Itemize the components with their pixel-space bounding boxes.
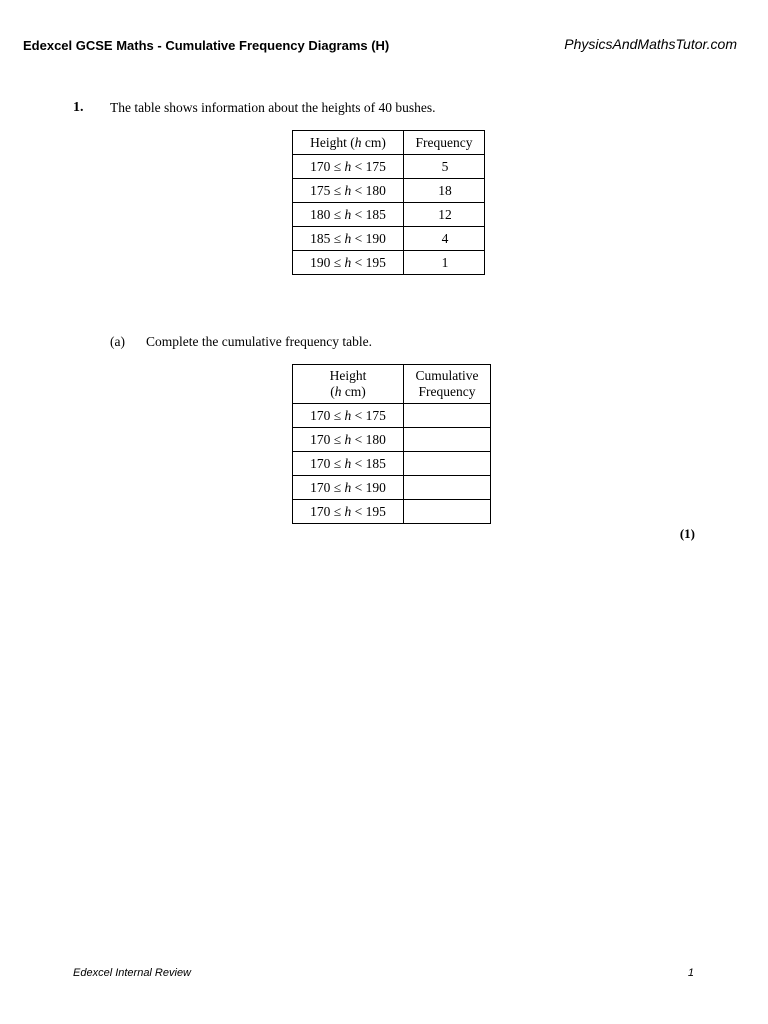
table-row bbox=[293, 203, 485, 227]
table-row bbox=[293, 500, 491, 524]
height-interval: 170 ≤ h < 190 bbox=[293, 476, 404, 500]
document-title: Edexcel GCSE Maths - Cumulative Frequency Diagrams (H) bbox=[23, 38, 390, 53]
frequency-value: 1 bbox=[404, 251, 485, 275]
frequency-table bbox=[292, 130, 485, 275]
height-interval: 170 ≤ h < 180 bbox=[293, 428, 404, 452]
height-interval: 170 ≤ h < 195 bbox=[293, 500, 404, 524]
table-header-row bbox=[293, 131, 485, 155]
height-interval: 170 ≤ h < 185 bbox=[293, 452, 404, 476]
table-row bbox=[293, 476, 491, 500]
height-column-header: Height (h cm) bbox=[293, 365, 404, 404]
height-column-header: Height (h cm) bbox=[293, 131, 404, 155]
frequency-column-header: Frequency bbox=[404, 131, 485, 155]
height-interval: 185 ≤ h < 190 bbox=[293, 227, 404, 251]
table-row bbox=[293, 227, 485, 251]
cumulative-frequency-answer-cell[interactable] bbox=[404, 404, 491, 428]
cumulative-frequency-answer-cell[interactable] bbox=[404, 428, 491, 452]
table-row bbox=[293, 155, 485, 179]
table-row bbox=[293, 404, 491, 428]
frequency-value: 4 bbox=[404, 227, 485, 251]
height-interval: 175 ≤ h < 180 bbox=[293, 179, 404, 203]
question-text: The table shows information about the heights of 40 bushes. bbox=[110, 100, 436, 115]
frequency-value: 5 bbox=[404, 155, 485, 179]
cumulative-frequency-answer-cell[interactable] bbox=[404, 476, 491, 500]
part-a-text: Complete the cumulative frequency table. bbox=[146, 334, 373, 349]
frequency-value: 18 bbox=[404, 179, 485, 203]
height-interval: 190 ≤ h < 195 bbox=[293, 251, 404, 275]
table-row bbox=[293, 452, 491, 476]
table-header-row bbox=[293, 365, 491, 404]
footer-source: Edexcel Internal Review bbox=[73, 967, 192, 979]
part-a-label: (a) bbox=[110, 334, 125, 349]
cumulative-frequency-answer-cell[interactable] bbox=[404, 500, 491, 524]
table-row bbox=[293, 251, 485, 275]
site-name: PhysicsAndMathsTutor.com bbox=[564, 36, 737, 52]
height-interval: 180 ≤ h < 185 bbox=[293, 203, 404, 227]
height-interval: 170 ≤ h < 175 bbox=[293, 155, 404, 179]
cumulative-frequency-column-header: Cumulative Frequency bbox=[404, 365, 491, 404]
question-number: 1. bbox=[73, 100, 84, 115]
page-number: 1 bbox=[687, 967, 694, 979]
frequency-value: 12 bbox=[404, 203, 485, 227]
height-interval: 170 ≤ h < 175 bbox=[293, 404, 404, 428]
table-row bbox=[293, 428, 491, 452]
cumulative-frequency-table bbox=[292, 364, 491, 524]
cumulative-frequency-answer-cell[interactable] bbox=[404, 452, 491, 476]
marks-label: (1) bbox=[679, 526, 695, 541]
table-row bbox=[293, 179, 485, 203]
